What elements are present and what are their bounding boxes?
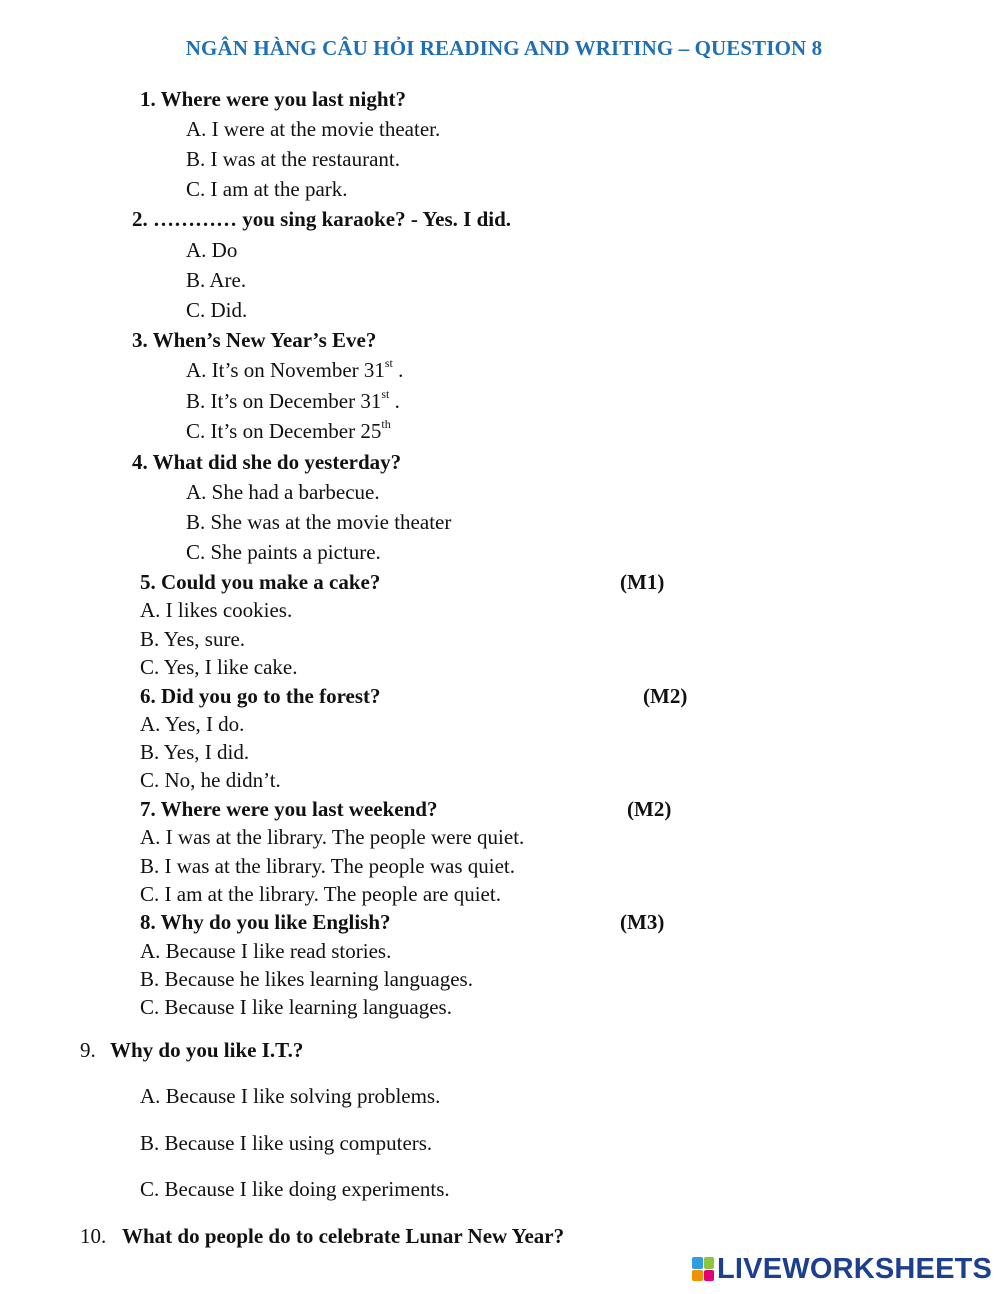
- q5-option-c[interactable]: C. Yes, I like cake.: [140, 655, 298, 679]
- q3-option-c[interactable]: C. It’s on December 25th: [186, 417, 391, 443]
- q7-option-c[interactable]: C. I am at the library. The people are quiet.: [140, 882, 501, 906]
- q6-option-a[interactable]: A. Yes, I do.: [140, 712, 245, 736]
- question-5: 5. Could you make a cake?: [140, 570, 381, 594]
- q2-option-b[interactable]: B. Are.: [186, 268, 247, 292]
- liveworksheets-logo-icon: [692, 1257, 714, 1281]
- q4-option-c[interactable]: C. She paints a picture.: [186, 540, 381, 564]
- question-4: 4. What did she do yesterday?: [132, 450, 402, 474]
- q1-option-a[interactable]: A. I were at the movie theater.: [186, 117, 441, 141]
- q8-option-a[interactable]: A. Because I like read stories.: [140, 939, 392, 963]
- q2-option-c[interactable]: C. Did.: [186, 298, 248, 322]
- q5-level-tag: (M1): [620, 570, 665, 594]
- q7-level-tag: (M2): [627, 797, 672, 821]
- q6-option-b[interactable]: B. Yes, I did.: [140, 740, 250, 764]
- question-9-number: 9.: [80, 1038, 96, 1062]
- question-1: 1. Where were you last night?: [140, 87, 406, 111]
- question-10: What do people do to celebrate Lunar New Year?: [122, 1224, 565, 1248]
- q3-option-b[interactable]: B. It’s on December 31st .: [186, 387, 400, 413]
- q5-option-b[interactable]: B. Yes, sure.: [140, 627, 246, 651]
- liveworksheets-logo[interactable]: [692, 1254, 992, 1284]
- question-2: 2. ………… you sing karaoke? - Yes. I did.: [132, 207, 512, 231]
- question-10-number: 10.: [80, 1224, 107, 1248]
- q8-level-tag: (M3): [620, 910, 665, 934]
- q1-option-b[interactable]: B. I was at the restaurant.: [186, 147, 401, 171]
- q9-option-c[interactable]: C. Because I like doing experiments.: [140, 1177, 450, 1201]
- q4-option-b[interactable]: B. She was at the movie theater: [186, 510, 452, 534]
- q6-option-c[interactable]: C. No, he didn’t.: [140, 768, 281, 792]
- q8-option-c[interactable]: C. Because I like learning languages.: [140, 995, 452, 1019]
- q7-option-b[interactable]: B. I was at the library. The people was quiet.: [140, 854, 515, 878]
- question-8: 8. Why do you like English?: [140, 910, 391, 934]
- q9-option-b[interactable]: B. Because I like using computers.: [140, 1131, 433, 1155]
- q7-option-a[interactable]: A. I was at the library. The people were quiet.: [140, 825, 525, 849]
- question-3: 3. When’s New Year’s Eve?: [132, 328, 377, 352]
- q9-option-a[interactable]: A. Because I like solving problems.: [140, 1084, 441, 1108]
- q5-option-a[interactable]: A. I likes cookies.: [140, 598, 293, 622]
- q4-option-a[interactable]: A. She had a barbecue.: [186, 480, 380, 504]
- q2-option-a[interactable]: A. Do: [186, 238, 238, 262]
- q6-level-tag: (M2): [643, 684, 688, 708]
- question-6: 6. Did you go to the forest?: [140, 684, 381, 708]
- q3-option-a[interactable]: A. It’s on November 31st .: [186, 356, 404, 382]
- question-7: 7. Where were you last weekend?: [140, 797, 438, 821]
- q8-option-b[interactable]: B. Because he likes learning languages.: [140, 967, 473, 991]
- question-9: Why do you like I.T.?: [110, 1038, 304, 1062]
- q1-option-c[interactable]: C. I am at the park.: [186, 177, 348, 201]
- logo-text: LIVEWORKSHEETS: [717, 1252, 993, 1285]
- page-title: NGÂN HÀNG CÂU HỎI READING AND WRITING – QUESTION 8: [185, 36, 823, 60]
